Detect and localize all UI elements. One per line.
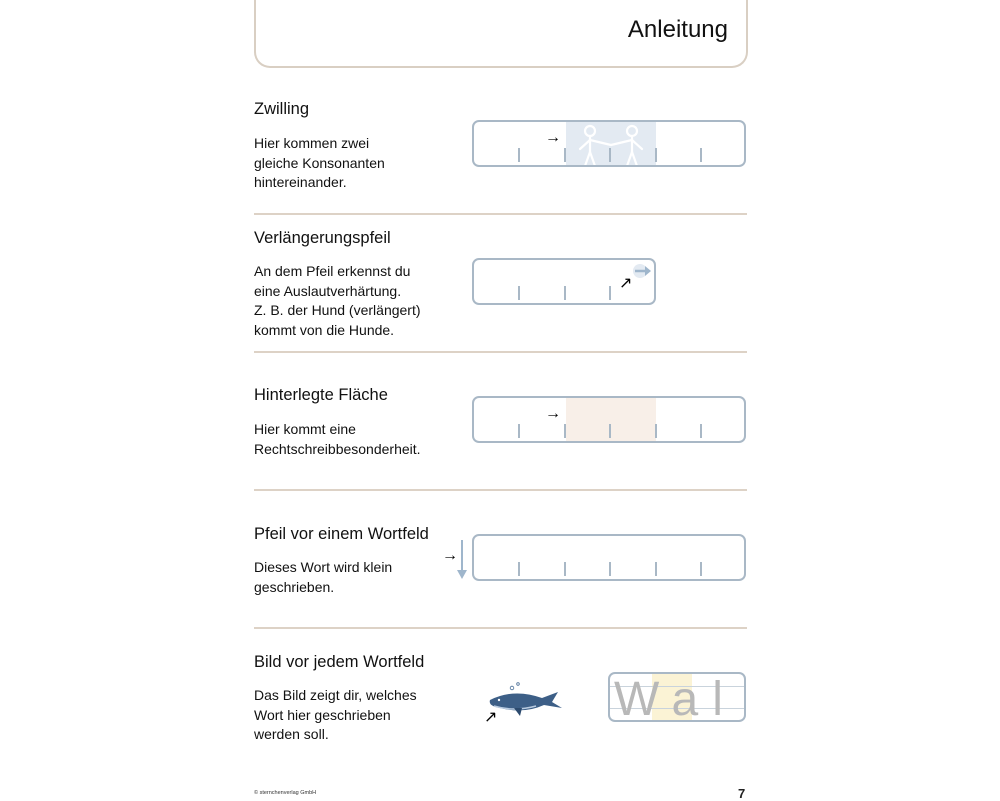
divider xyxy=(254,351,747,353)
start-arrow-icon: → xyxy=(545,405,561,422)
divider xyxy=(254,489,747,491)
start-arrow-icon: → xyxy=(545,129,561,146)
section-title-pfeil-vor-wortfeld: Pfeil vor einem Wortfeld xyxy=(254,525,429,543)
twin-figures-icon xyxy=(574,122,650,167)
section-title-hinterlegte-flaeche: Hinterlegte Fläche xyxy=(254,386,388,404)
lowercase-down-arrow-icon xyxy=(456,540,468,580)
section-desc-verlaengerungspfeil: An dem Pfeil erkennst du eine Auslautverhärtung. Z. B. der Hund (verlängert) kommt von die Hunde. xyxy=(254,263,421,338)
header-box xyxy=(254,0,748,68)
word-field-zwilling xyxy=(472,120,746,167)
copyright: © sternchenverlag GmbH xyxy=(254,790,317,796)
word-field-kleinschreibung xyxy=(472,534,746,581)
extension-arrow-icon xyxy=(632,262,654,280)
section-title-verlaengerungspfeil: Verlängerungspfeil xyxy=(254,229,391,247)
up-right-arrow-icon: ↗ xyxy=(619,275,633,292)
section-desc-hinterlegte-flaeche: Hier kommt eine Rechtschreibbesonderheit. xyxy=(254,421,421,457)
section-desc-bild-vor-wortfeld: Das Bild zeigt dir, welches Wort hier geschrieben werden soll. xyxy=(254,687,417,742)
word-field-wal xyxy=(608,672,746,722)
start-arrow-icon: → xyxy=(442,547,458,564)
up-right-arrow-icon: ↗ xyxy=(484,709,498,726)
section-title-bild-vor-wortfeld: Bild vor jedem Wortfeld xyxy=(254,653,425,671)
example-word: Wal xyxy=(614,673,737,722)
page-number: 7 xyxy=(738,786,746,801)
section-desc-zwilling: Hier kommen zwei gleiche Konsonanten hintereinander. xyxy=(254,135,385,190)
word-field-hinterlegt xyxy=(472,396,746,443)
section-title-zwilling: Zwilling xyxy=(254,100,310,118)
divider xyxy=(254,627,747,629)
beige-shade xyxy=(566,398,656,441)
section-desc-pfeil-vor-wortfeld: Dieses Wort wird klein geschrieben. xyxy=(254,559,393,595)
divider xyxy=(254,213,747,215)
page-title: Anleitung xyxy=(627,16,728,43)
